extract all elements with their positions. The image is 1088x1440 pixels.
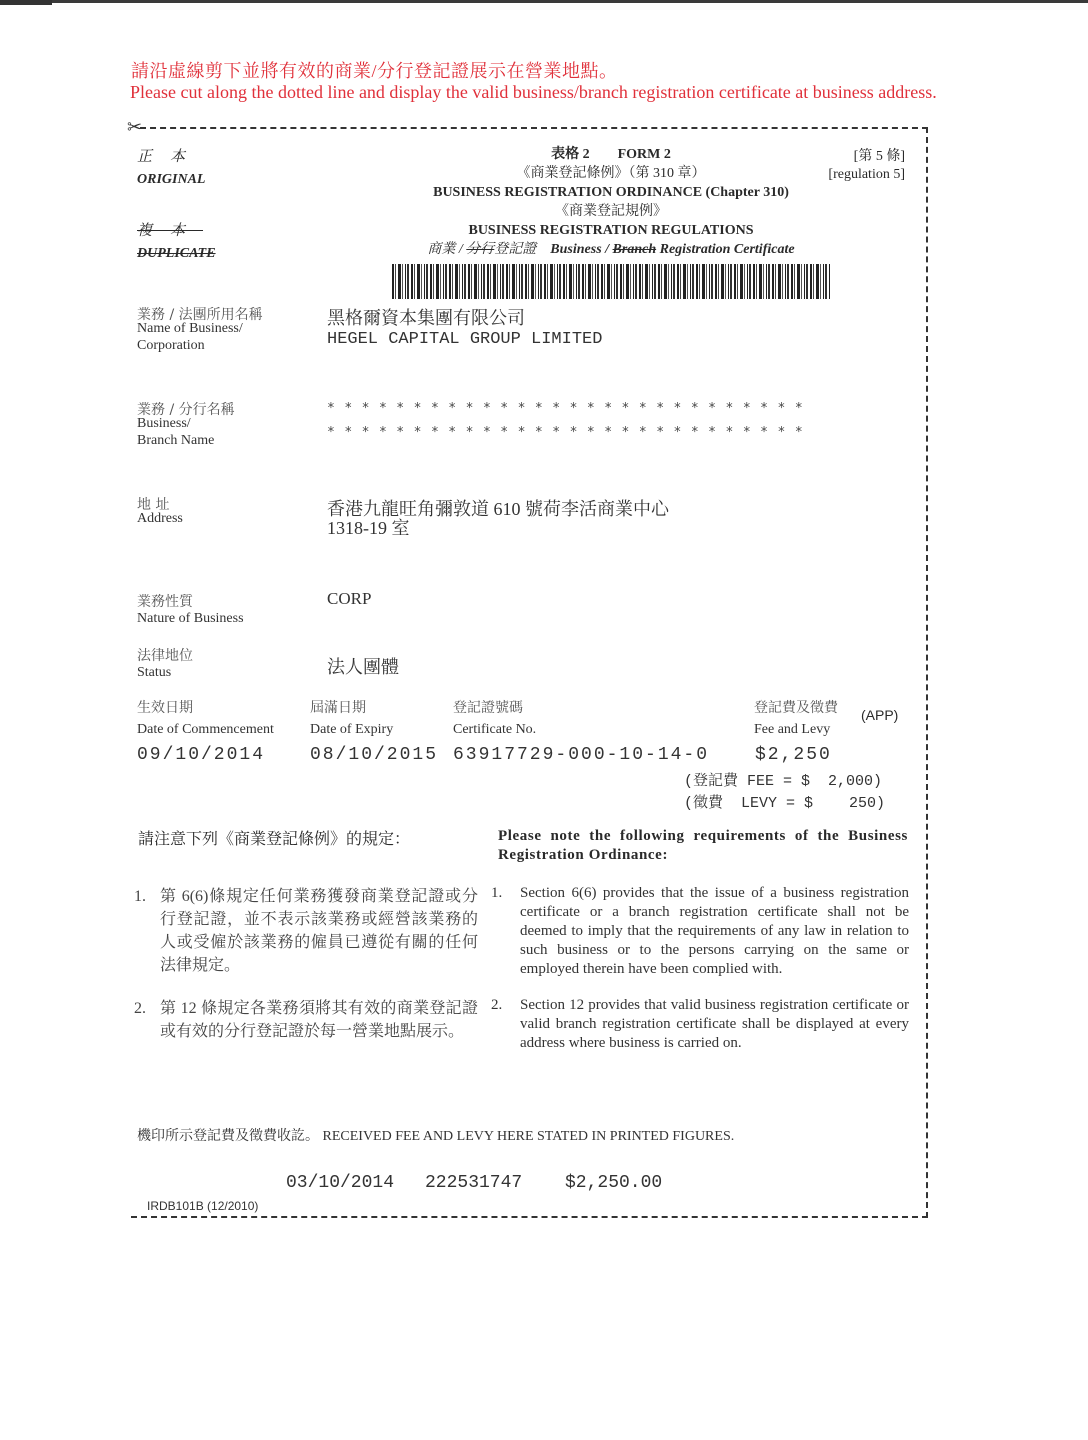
- note-text: Section 6(6) provides that the issue of a business registration certificate or a branch registration certificate shall not be deemed to imply that the requirements of any law in relation to such business or to the persons carrying on the same or employed therein have been complied with.: [520, 885, 909, 977]
- dashed-cut-line-top: [140, 127, 928, 129]
- notes-heading-zh: 請注意下列《商業登記條例》的規定：: [138, 831, 411, 848]
- cert-title-zh-business: 商業 /: [427, 242, 467, 257]
- receipt-date: 03/10/2014: [286, 1173, 395, 1193]
- address-label-zh: 地 址: [137, 497, 170, 513]
- address-label-en: Address: [137, 511, 183, 526]
- original-label-en: ORIGINAL: [137, 172, 206, 187]
- notes-heading-en: Please note the following requirements of the Business Registration Ordinance:: [498, 828, 908, 863]
- address-line-1: 香港九龍旺角彌敦道 610 號荷李活商業中心: [327, 499, 669, 519]
- fee-label: [754, 698, 838, 740]
- certificate-no-label-zh: 登記證號碼: [453, 700, 523, 716]
- branch-name-line-1: ****************************: [327, 401, 813, 416]
- business-name-zh: 黑格爾資本集團有限公司: [327, 308, 525, 328]
- status-value: 法人團體: [327, 657, 399, 677]
- name-label-en-2: Corporation: [137, 338, 205, 353]
- branch-label-en-1: Business/: [137, 416, 191, 431]
- receipt-amount: $2,250.00: [565, 1173, 663, 1193]
- note-item-en-1: [491, 884, 909, 979]
- scan-edge: [0, 0, 1088, 3]
- cert-title-en-suffix: Registration Certificate: [656, 242, 795, 257]
- note-item-en-2: [491, 996, 909, 1053]
- expiry-label: [310, 698, 393, 740]
- original-label-zh: 正本: [137, 149, 204, 165]
- fee-breakdown: (登記費 FEE = $ 2,000): [684, 773, 883, 790]
- certificate-title: [400, 240, 822, 259]
- commencement-label-en: Date of Commencement: [137, 722, 274, 737]
- certificate-no-label: [453, 698, 536, 740]
- cut-instruction-en: Please cut along the dotted line and display the valid business/branch registration certificate at business address.: [130, 82, 937, 102]
- note-text: 第 12 條規定各業務須將其有效的商業登記證或有效的分行登記證於每一營業地點展示。: [160, 1000, 478, 1040]
- note-number: 1.: [491, 885, 503, 901]
- note-number: 2.: [134, 1000, 146, 1017]
- duplicate-label-zh: 複本: [137, 223, 204, 239]
- dashed-cut-line-right: [926, 127, 928, 1218]
- barcode-icon: [392, 264, 830, 299]
- commencement-label-zh: 生效日期: [137, 700, 193, 716]
- business-name-en: HEGEL CAPITAL GROUP LIMITED: [327, 330, 603, 349]
- branch-name-line-2: ****************************: [327, 425, 813, 440]
- duplicate-label-en: DUPLICATE: [137, 246, 216, 261]
- dashed-cut-line-bottom: [131, 1216, 928, 1218]
- note-item-zh-1: [134, 885, 478, 977]
- certificate-number: 63917729-000-10-14-0: [453, 745, 710, 765]
- cert-title-zh-suffix: 登記證: [494, 242, 537, 257]
- note-number: 1.: [134, 888, 146, 905]
- cut-instruction-zh: 請沿虛線剪下並將有效的商業/分行登記證展示在營業地點。: [131, 61, 618, 81]
- levy-breakdown: (徵費 LEVY = $ 250): [684, 795, 886, 812]
- fee-label-zh: 登記費及徵費: [754, 700, 838, 716]
- scan-edge-corner: [0, 0, 52, 5]
- branch-label-zh: 業務 / 分行名稱: [137, 402, 235, 418]
- note-text: Section 12 provides that valid business registration certificate or valid branch registration certificate shall be displayed at every address where business is carried on.: [520, 997, 909, 1051]
- form-number: 表格 2 FORM 2: [551, 147, 671, 162]
- expiry-label-en: Date of Expiry: [310, 722, 394, 737]
- branch-label-en-2: Branch Name: [137, 433, 215, 448]
- certificate-no-label-en: Certificate No.: [453, 722, 537, 737]
- nature-label-en: Nature of Business: [137, 611, 244, 626]
- scissors-icon: ✂: [127, 117, 143, 138]
- commencement-date: 09/10/2014: [137, 745, 266, 765]
- name-label-zh: 業務 / 法團所用名稱: [137, 307, 263, 323]
- receipt-statement: 機印所示登記費及徵費收訖。 RECEIVED FEE AND LEVY HERE STATED IN PRINTED FIGURES.: [137, 1129, 735, 1144]
- note-text: 第 6(6)條規定任何業務獲發商業登記證或分行登記證，並不表示該業務或經營該業務的人或受僱於該業務的僱員已遵從有關的任何法律規定。: [160, 888, 478, 974]
- receipt-number: 222531747: [425, 1173, 523, 1193]
- regulations-title-en: BUSINESS REGISTRATION REGULATIONS: [468, 223, 754, 238]
- note-item-zh-2: [134, 997, 478, 1043]
- app-tag: (APP): [861, 707, 899, 723]
- nature-value: CORP: [327, 589, 372, 608]
- expiry-label-zh: 屆滿日期: [310, 700, 366, 716]
- form-code: IRDB101B (12/2010): [147, 1199, 259, 1213]
- commencement-label: [137, 698, 274, 740]
- regulations-title-zh: 《商業登記規例》: [555, 204, 667, 219]
- expiry-date: 08/10/2015: [310, 745, 439, 765]
- ordinance-title-zh: 《商業登記條例》（第 310 章）: [516, 166, 706, 181]
- fee-label-en: Fee and Levy: [754, 722, 831, 737]
- nature-label-zh: 業務性質: [137, 594, 193, 610]
- name-label-en-1: Name of Business/: [137, 321, 243, 336]
- cert-title-en-branch: Branch: [612, 242, 657, 257]
- ordinance-title-en: BUSINESS REGISTRATION ORDINANCE (Chapter 310): [433, 185, 789, 200]
- status-label-zh: 法律地位: [137, 648, 193, 664]
- fee-total: $2,250: [755, 745, 832, 765]
- regulation-ref-en: [regulation 5]: [828, 167, 905, 182]
- cert-title-zh-branch: 分行: [466, 242, 495, 257]
- cert-title-en-business: Business /: [550, 242, 613, 257]
- address-line-2: 1318-19 室: [327, 518, 410, 538]
- note-number: 2.: [491, 997, 503, 1013]
- status-label-en: Status: [137, 665, 172, 680]
- regulation-ref-zh: [第 5 條]: [853, 149, 905, 164]
